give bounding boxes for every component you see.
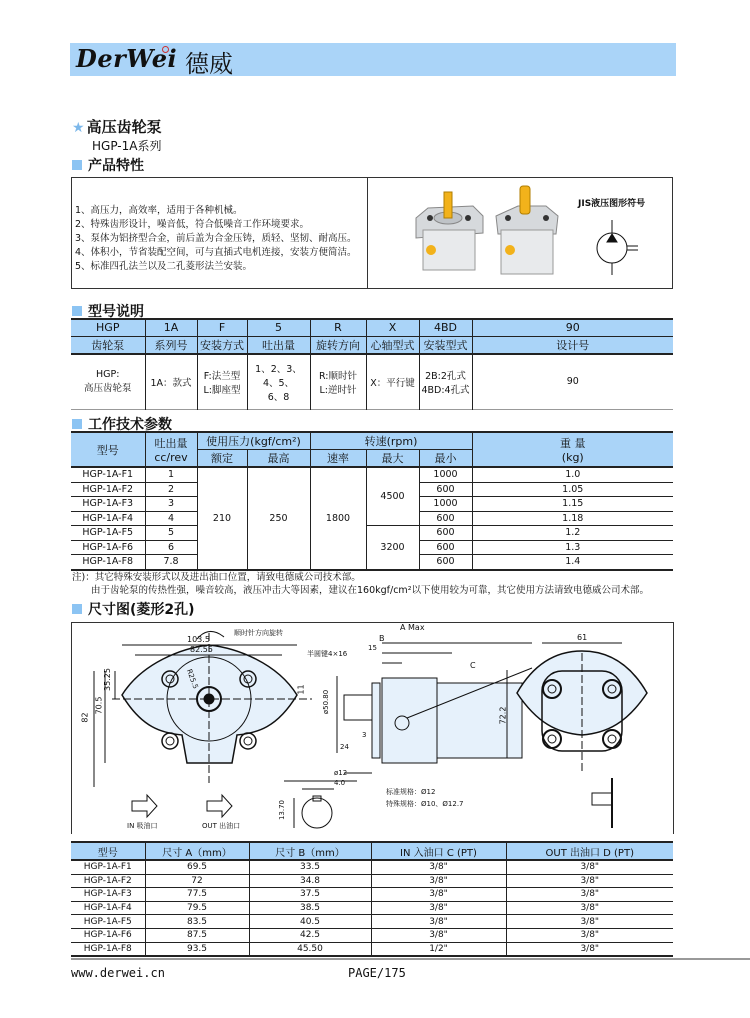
table-row — [71, 874, 673, 888]
th-pressure: 使用压力(kgf/cm²) — [197, 432, 310, 450]
desc-line: L:脚座型 — [203, 384, 241, 396]
pump-photo-1 — [416, 192, 483, 270]
desc-line: R:顺时针 — [318, 370, 357, 382]
code-cell: R — [310, 319, 366, 336]
cell: HGP-1A-F8 — [83, 943, 132, 954]
cell-weight: 1.18 — [472, 511, 673, 526]
cell: HGP-1A-F5 — [83, 916, 132, 927]
code-row — [71, 319, 673, 336]
cell: 37.5 — [249, 888, 371, 902]
cell-max-speed: 3200 — [366, 526, 419, 570]
label-103-5: 103.5 — [187, 635, 210, 644]
dimension-drawing-box — [71, 622, 674, 834]
pump-photos — [368, 178, 674, 290]
th: IN 入油口 C (PT) — [371, 842, 506, 860]
th: 尺寸 A（mm） — [145, 842, 249, 860]
table-row — [71, 888, 673, 902]
cell-disp: 5 — [145, 526, 197, 541]
cell: HGP-1A-F6 — [83, 930, 132, 941]
th-weight-unit: (kg) — [561, 451, 584, 464]
th-speed: 转速(rpm) — [310, 432, 472, 450]
desc-row — [71, 354, 673, 409]
jis-symbol-label: JIS液压图形符号 — [578, 199, 646, 209]
feature-item: 4、体积小，节省装配空间，可与直插式电机连接，安装方便简洁。 — [75, 247, 357, 258]
th: OUT 出油口 D (PT) — [506, 842, 673, 860]
brand-logo: DerWei — [76, 44, 178, 73]
desc-cell — [310, 354, 366, 409]
cell-model: HGP-1A-F8 — [71, 555, 145, 570]
table-row — [71, 467, 673, 482]
cell: 3/8" — [506, 901, 673, 915]
section-marker-icon — [72, 306, 82, 316]
rear-view — [507, 643, 647, 828]
name-cell: 设计号 — [472, 336, 673, 354]
cell-disp: 7.8 — [145, 555, 197, 570]
th-displacement-label: 吐出量 — [154, 437, 188, 450]
cell-disp: 2 — [145, 482, 197, 497]
label-rotation: 顺时针方向旋转 — [234, 629, 283, 637]
cell-min: 600 — [419, 526, 472, 541]
table-row — [71, 860, 673, 874]
cell: 3/8" — [371, 901, 506, 915]
note-1: 注)：其它特殊安装形式以及进出油口位置，请致电德威公司技术部。 — [72, 572, 361, 583]
cell-disp: 3 — [145, 497, 197, 512]
section-title: 工作技术参数 — [88, 417, 172, 433]
code-cell: 1A — [145, 319, 197, 336]
table-row — [71, 928, 673, 942]
label-special-spec: 特殊规格：Ø10、Ø12.7 — [386, 800, 464, 808]
cell-weight: 1.15 — [472, 497, 673, 512]
desc-line: F:法兰型 — [203, 370, 241, 382]
flow-arrows — [132, 795, 232, 817]
cell-min: 600 — [419, 540, 472, 555]
desc-cell — [419, 354, 472, 409]
cell: 33.5 — [249, 860, 371, 874]
table-row — [71, 915, 673, 929]
desc-line: L:逆时针 — [319, 384, 357, 396]
desc-line: 6、8 — [267, 391, 290, 403]
cell: 34.8 — [249, 874, 371, 888]
pump-photo-2 — [496, 186, 558, 274]
cell: 40.5 — [249, 915, 371, 929]
cell: 3/8" — [506, 860, 673, 874]
cell: 69.5 — [145, 860, 249, 874]
label-35-25: 35.25 — [102, 668, 112, 691]
jis-hydraulic-symbol — [597, 220, 638, 275]
label-b: B — [379, 634, 385, 643]
dimension-table — [71, 841, 673, 957]
cell-disp: 1 — [145, 467, 197, 482]
th-rate: 速率 — [310, 450, 366, 468]
label-70-5: 70.5 — [94, 696, 104, 715]
desc-cell — [472, 354, 673, 409]
label-dia-12: ø12 — [334, 769, 348, 777]
cell-rate: 1800 — [310, 467, 366, 570]
section-title: 产品特性 — [88, 158, 144, 174]
cell-model: HGP-1A-F1 — [71, 467, 145, 482]
desc-line: 1A：款式 — [150, 377, 192, 389]
name-cell: 旋转方向 — [310, 336, 366, 354]
cell: 3/8" — [371, 888, 506, 902]
cell: 3/8" — [371, 874, 506, 888]
code-cell: 5 — [247, 319, 310, 336]
desc-cell — [366, 354, 419, 409]
cell: HGP-1A-F1 — [83, 862, 132, 873]
section-features — [72, 155, 144, 175]
cell-model: HGP-1A-F2 — [71, 482, 145, 497]
th: 尺寸 B（mm） — [249, 842, 371, 860]
desc-line: 1、2、3、4、5、 — [255, 363, 302, 389]
cell-weight: 1.05 — [472, 482, 673, 497]
product-title-text: 高压齿轮泵 — [86, 118, 162, 136]
label-out-port: OUT 出油口 — [202, 822, 241, 830]
cell: 72 — [145, 874, 249, 888]
cell-disp: 6 — [145, 540, 197, 555]
name-cell: 齿轮泵 — [91, 338, 125, 352]
cell: 38.5 — [249, 901, 371, 915]
footer-divider — [71, 958, 750, 960]
star-icon: ★ — [72, 120, 85, 136]
shaft-section — [284, 781, 357, 828]
feature-item: 3、泵体为铝挤型合金，前后盖为合金压铸，质轻、坚韧、耐高压。 — [75, 233, 357, 244]
desc-line: 90 — [566, 376, 579, 388]
label-24: 24 — [340, 743, 349, 751]
label-11: 11 — [296, 684, 306, 695]
cell: 87.5 — [145, 928, 249, 942]
feature-item: 5、标准四孔法兰以及二孔菱形法兰安装。 — [75, 261, 253, 272]
cell: 3/8" — [506, 942, 673, 956]
name-cell: 安装方式 — [197, 336, 247, 354]
cell: 3/8" — [506, 874, 673, 888]
cell-min: 600 — [419, 511, 472, 526]
label-r25-5: R25.5 — [184, 668, 200, 690]
desc-line: 4BD:4孔式 — [421, 384, 470, 396]
desc-line: 高压齿轮泵 — [83, 383, 132, 395]
th-weight-label: 重 量 — [560, 437, 586, 450]
cell: 83.5 — [145, 915, 249, 929]
feature-item: 2、特殊齿形设计，噪音低，符合低噪音工作环境要求。 — [75, 219, 310, 230]
cell-rated: 210 — [197, 467, 247, 570]
th-displacement — [145, 432, 197, 467]
cell-model: HGP-1A-F6 — [71, 540, 145, 555]
label-13-70: 13.70 — [278, 799, 287, 821]
cell-max-pressure: 250 — [247, 467, 310, 570]
section-marker-icon — [72, 419, 82, 429]
th-displacement-unit: cc/rev — [154, 451, 188, 464]
cell-min: 600 — [419, 555, 472, 570]
label-standard-spec: 标准规格：Ø12 — [386, 788, 436, 796]
label-key: 半圆键4×16 — [307, 650, 348, 658]
name-cell: 系列号 — [145, 336, 197, 354]
th-max: 最大 — [366, 450, 419, 468]
name-row — [71, 336, 673, 354]
section-marker-icon — [72, 604, 82, 614]
th-weight — [472, 432, 673, 467]
cell: 1/2" — [371, 942, 506, 956]
feature-item: 1、高压力，高效率，适用于各种机械。 — [75, 205, 243, 216]
footer-url[interactable]: www.derwei.cn — [71, 966, 165, 980]
th: 型号 — [97, 847, 118, 859]
brand-logo-cn: 德威 — [185, 50, 233, 78]
product-series: HGP-1A系列 — [92, 139, 162, 153]
cell: 3/8" — [371, 860, 506, 874]
cell-min: 600 — [419, 482, 472, 497]
desc-line: HGP: — [96, 369, 120, 381]
product-title — [72, 116, 162, 137]
cell-model: HGP-1A-F4 — [71, 511, 145, 526]
cell-max-speed: 4500 — [366, 467, 419, 526]
model-code-table — [71, 318, 673, 410]
cell: 3/8" — [506, 915, 673, 929]
cell-min: 1000 — [419, 467, 472, 482]
cell: HGP-1A-F3 — [83, 889, 132, 900]
note-2: 由于齿轮泵的传热性强，噪音较高，液压冲击大等因素，建议在160kgf/cm²以下使用较为可靠，其它使用方法请致电德威公司术部。 — [91, 585, 649, 596]
dimension-drawing — [72, 623, 675, 835]
code-cell: HGP — [96, 321, 120, 335]
cell: 77.5 — [145, 888, 249, 902]
label-72-2: 72.2 — [498, 706, 508, 725]
table-row — [71, 942, 673, 956]
section-title: 尺寸图(菱形2孔) — [88, 602, 195, 618]
cell: HGP-1A-F4 — [83, 903, 132, 914]
th-rated: 额定 — [197, 450, 247, 468]
label-c: C — [470, 661, 476, 670]
th-model: 型号 — [71, 432, 145, 467]
product-images — [367, 177, 673, 289]
cell: 3/8" — [371, 928, 506, 942]
table-row — [71, 901, 673, 915]
cell-disp: 4 — [145, 511, 197, 526]
cell: 42.5 — [249, 928, 371, 942]
section-title: 型号说明 — [88, 304, 144, 320]
cell-weight: 1.0 — [472, 467, 673, 482]
desc-cell — [145, 354, 197, 409]
name-cell: 安装型式 — [419, 336, 472, 354]
cell-model: HGP-1A-F5 — [71, 526, 145, 541]
header-row — [71, 432, 673, 450]
cell-model: HGP-1A-F3 — [71, 497, 145, 512]
name-cell: 心轴型式 — [366, 336, 419, 354]
desc-cell — [71, 354, 145, 409]
section-marker-icon — [72, 160, 82, 170]
tech-params-table — [71, 431, 673, 571]
label-4-0: 4.0 — [334, 779, 346, 787]
desc-line: X：平行键 — [370, 377, 415, 389]
code-cell: 4BD — [419, 319, 472, 336]
cell-weight: 1.4 — [472, 555, 673, 570]
cell-min: 1000 — [419, 497, 472, 512]
label-3: 3 — [362, 731, 367, 739]
footer-page: PAGE/175 — [348, 966, 406, 980]
features-list — [71, 177, 367, 289]
cell-weight: 1.3 — [472, 540, 673, 555]
code-cell: 90 — [472, 319, 673, 336]
label-82: 82 — [80, 712, 90, 723]
code-cell: F — [197, 319, 247, 336]
name-cell: 吐出量 — [247, 336, 310, 354]
desc-cell — [247, 354, 310, 409]
th-min: 最小 — [419, 450, 472, 468]
section-dimension — [72, 599, 195, 619]
label-82-55: 82.55 — [190, 645, 213, 654]
cell: 93.5 — [145, 942, 249, 956]
label-in-port: IN 吸油口 — [127, 822, 158, 830]
desc-line: 2B:2孔式 — [425, 370, 466, 382]
cell: 45.50 — [249, 942, 371, 956]
label-15: 15 — [368, 644, 377, 652]
front-view — [94, 631, 312, 787]
cell: 3/8" — [506, 928, 673, 942]
label-a-max: A Max — [400, 623, 425, 632]
code-cell: X — [366, 319, 419, 336]
cell: 3/8" — [371, 915, 506, 929]
cell: 3/8" — [506, 888, 673, 902]
cell: 79.5 — [145, 901, 249, 915]
label-61: 61 — [577, 633, 588, 642]
table-row — [71, 526, 673, 541]
header-row — [71, 842, 673, 860]
registered-icon — [162, 46, 169, 53]
desc-cell — [197, 354, 247, 409]
th-max-pressure: 最高 — [247, 450, 310, 468]
cell: HGP-1A-F2 — [83, 875, 132, 886]
cell-weight: 1.2 — [472, 526, 673, 541]
label-dia-50-80: ø50.80 — [322, 689, 331, 715]
